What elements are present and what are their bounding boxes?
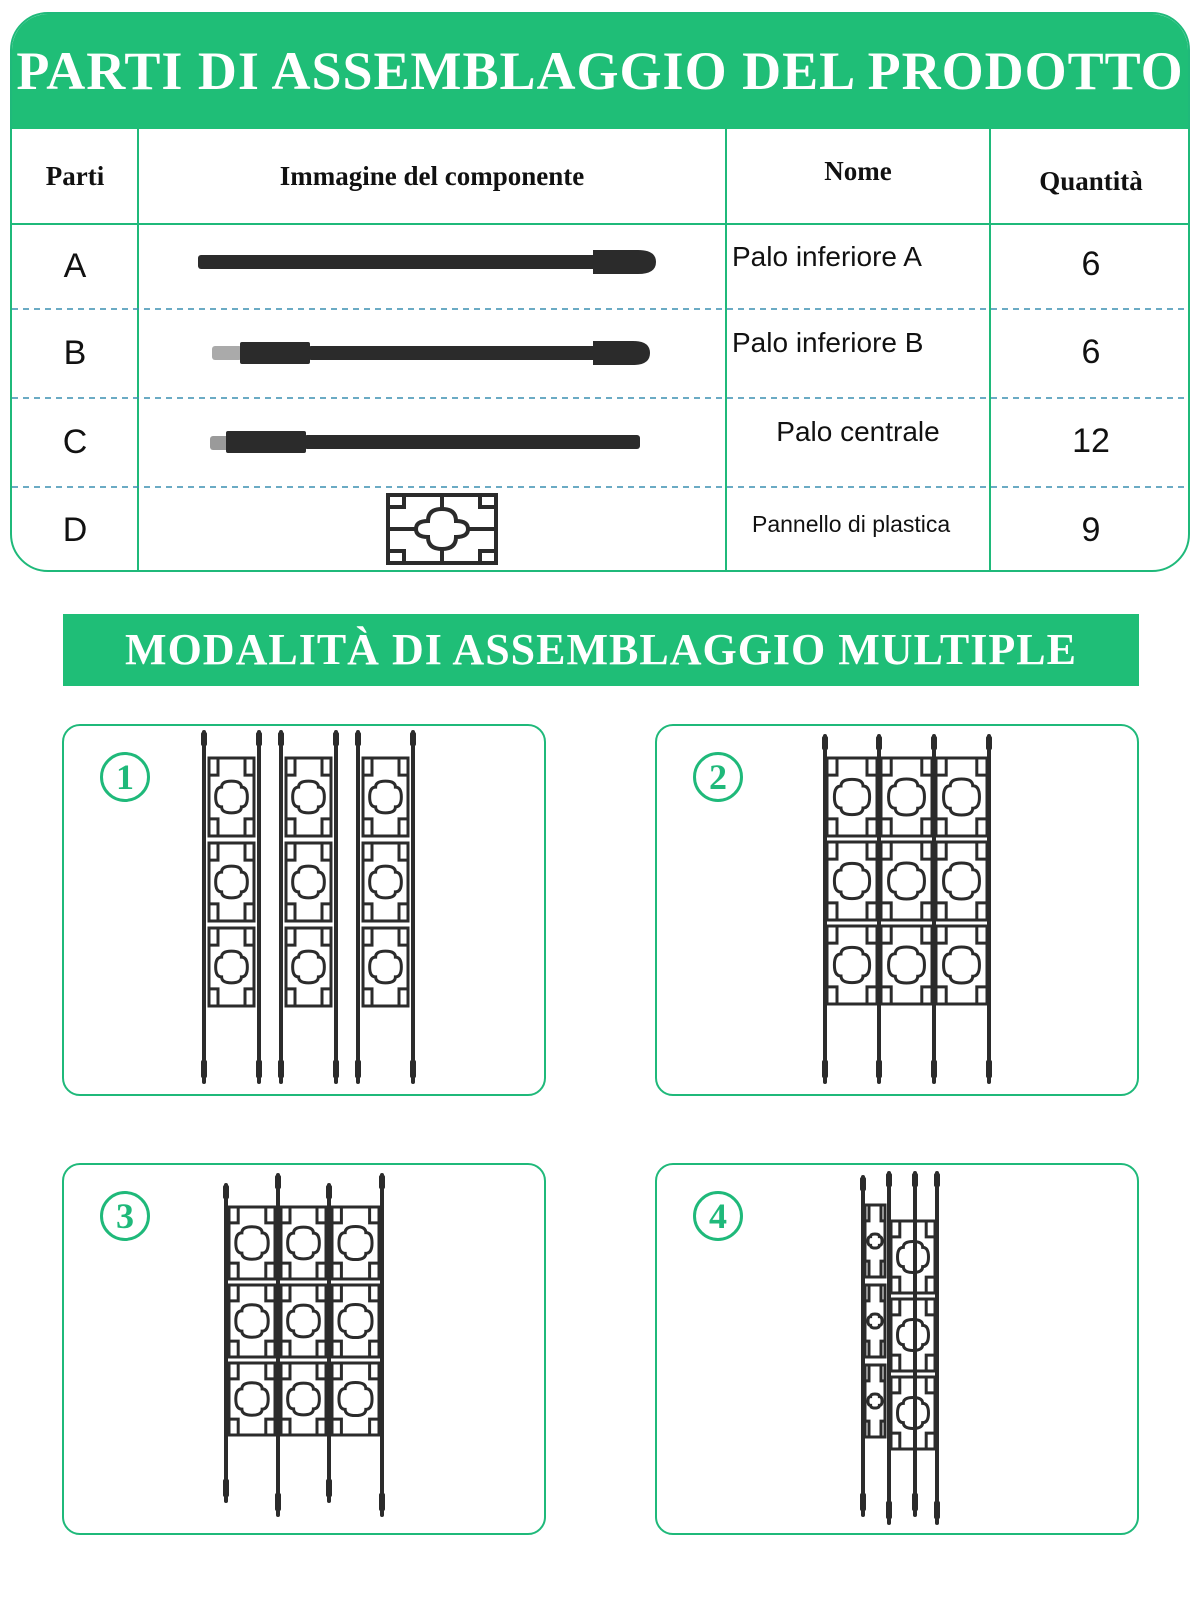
header-name: Nome (824, 156, 892, 186)
header-parts: Parti (45, 161, 105, 191)
parts-table-title: PARTI DI ASSEMBLAGGIO DEL PRODOTTO (12, 14, 1188, 129)
row-a-code: A (63, 247, 87, 285)
header-quantity: Quantità (1039, 166, 1143, 196)
bottom-pole-a-icon (138, 224, 726, 309)
mode-card-3 (62, 1163, 546, 1535)
row-b-name: Palo inferiore B (732, 327, 924, 358)
row-c-name: Palo centrale (776, 416, 940, 447)
mode-number-4: 4 (693, 1191, 743, 1241)
assembly-modes-title: MODALITÀ DI ASSEMBLAGGIO MULTIPLE (63, 614, 1139, 686)
mode-number-3: 3 (100, 1191, 150, 1241)
mode-card-4 (655, 1163, 1139, 1535)
row-a-quantity: 6 (1081, 244, 1101, 283)
row-c-code: C (62, 423, 88, 461)
header-image: Immagine del componente (279, 161, 585, 191)
row-c-quantity: 12 (1072, 421, 1110, 460)
mode-number-2: 2 (693, 752, 743, 802)
parts-table-card (10, 12, 1190, 572)
mode-number-1: 1 (100, 752, 150, 802)
mode-card-1 (62, 724, 546, 1096)
bottom-pole-b-icon (138, 309, 726, 398)
row-d-name: Pannello di plastica (752, 511, 951, 537)
row-b-code: B (63, 334, 87, 372)
plastic-panel-icon (138, 487, 726, 572)
row-b-quantity: 6 (1081, 332, 1101, 371)
mode-card-2 (655, 724, 1139, 1096)
middle-pole-icon (138, 398, 726, 487)
row-d-quantity: 9 (1081, 511, 1101, 549)
row-a-name: Palo inferiore A (732, 240, 922, 272)
row-d-code: D (62, 511, 88, 549)
